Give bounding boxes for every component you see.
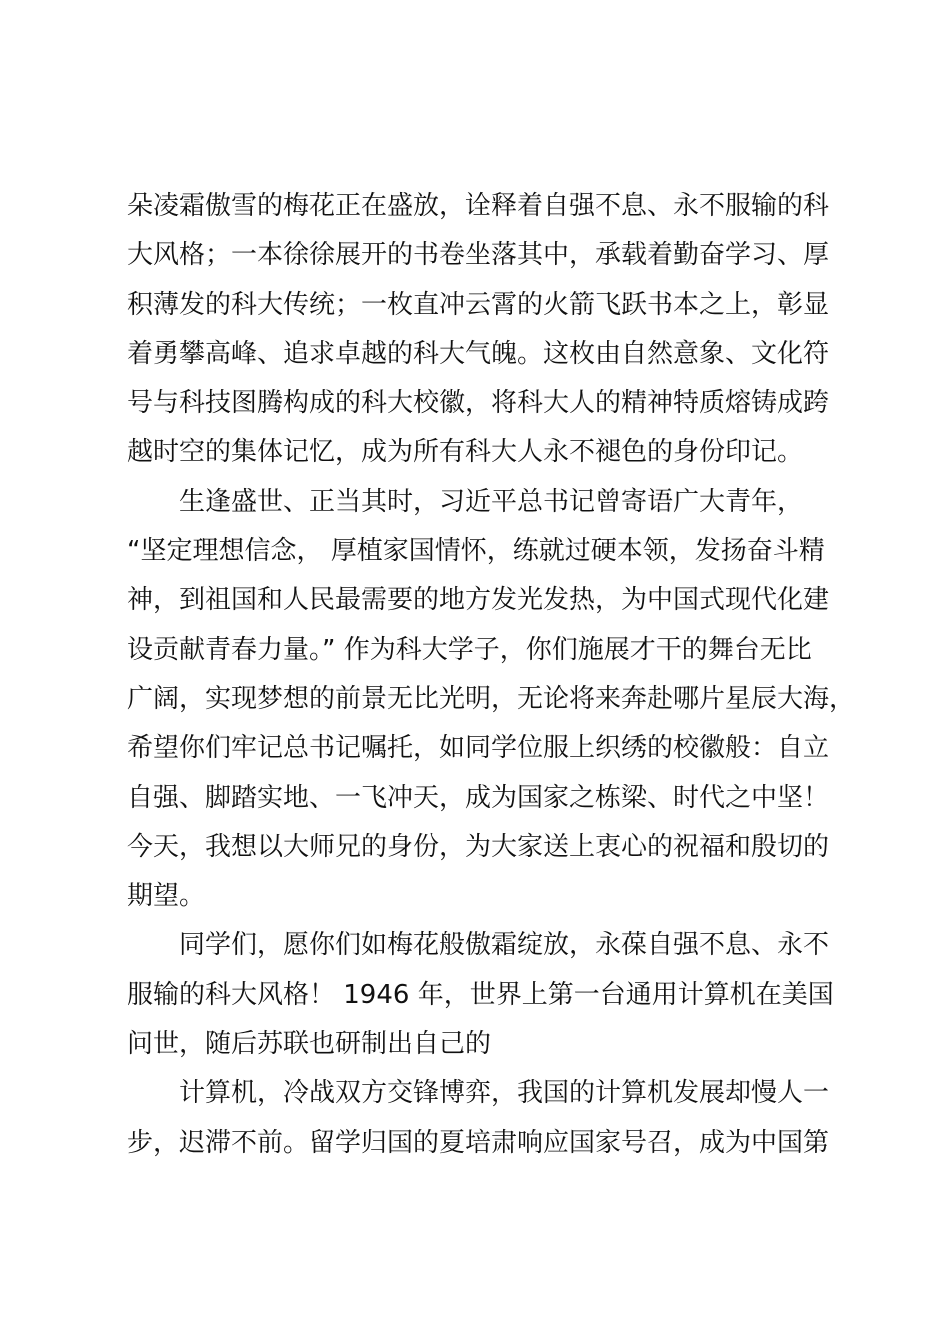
text-line: 设贡献青春力量。” 作为科大学子，你们施展才干的舞台无比 — [127, 634, 812, 665]
text-line: 希望你们牢记总书记嘱托，如同学位服上织绣的校徽般：自立 — [127, 733, 830, 764]
text-line: “坚定理想信念， 厚植家国情怀，练就过硬本领，发扬奋斗精 — [127, 536, 825, 567]
paragraph-start-line: 生逢盛世、正当其时，习近平总书记曾寄语广大青年， — [179, 486, 804, 517]
text-line: 广阔，实现梦想的前景无比光明，无论将来奔赴哪片星辰大海， — [127, 683, 856, 714]
paragraph-start-line: 计算机，冷战双方交锋博弈，我国的计算机发展却慢人一 — [179, 1078, 830, 1109]
text-line: 大风格；一本徐徐展开的书卷坐落其中，承载着勤奋学习、厚 — [127, 240, 830, 271]
text-line: 步，迟滞不前。留学归国的夏培肃响应国家号召，成为中国第 — [127, 1127, 830, 1158]
text-line: 着勇攀高峰、追求卓越的科大气魄。这枚由自然意象、文化符 — [127, 338, 830, 369]
text-line: 今天，我想以大师兄的身份，为大家送上衷心的祝福和殷切的 — [127, 831, 830, 862]
text-line: 服输的科大风格！ 1946 年，世界上第一台通用计算机在美国 — [127, 979, 834, 1010]
text-line: 朵凌霜傲雪的梅花正在盛放，诠释着自强不息、永不服输的科 — [127, 191, 830, 221]
text-line: 期望。 — [127, 881, 206, 912]
text-line: 号与科技图腾构成的科大校徽，将科大人的精神特质熔铸成跨 — [127, 388, 830, 419]
body-text — [127, 182, 856, 1168]
text-line: 越时空的集体记忆，成为所有科大人永不褪色的身份印记。 — [127, 437, 804, 468]
text-line: 积薄发的科大传统；一枚直冲云霄的火箭飞跃书本之上，彰显 — [127, 289, 830, 320]
text-line: 问世，随后苏联也研制出自己的 — [127, 1029, 492, 1060]
text-line: 自强、脚踏实地、一飞冲天，成为国家之栋梁、时代之中坚！ — [127, 782, 830, 813]
paragraph-start-line: 同学们，愿你们如梅花般傲霜绽放，永葆自强不息、永不 — [179, 930, 830, 961]
text-line: 神，到祖国和人民最需要的地方发光发热，为中国式现代化建 — [127, 585, 830, 616]
